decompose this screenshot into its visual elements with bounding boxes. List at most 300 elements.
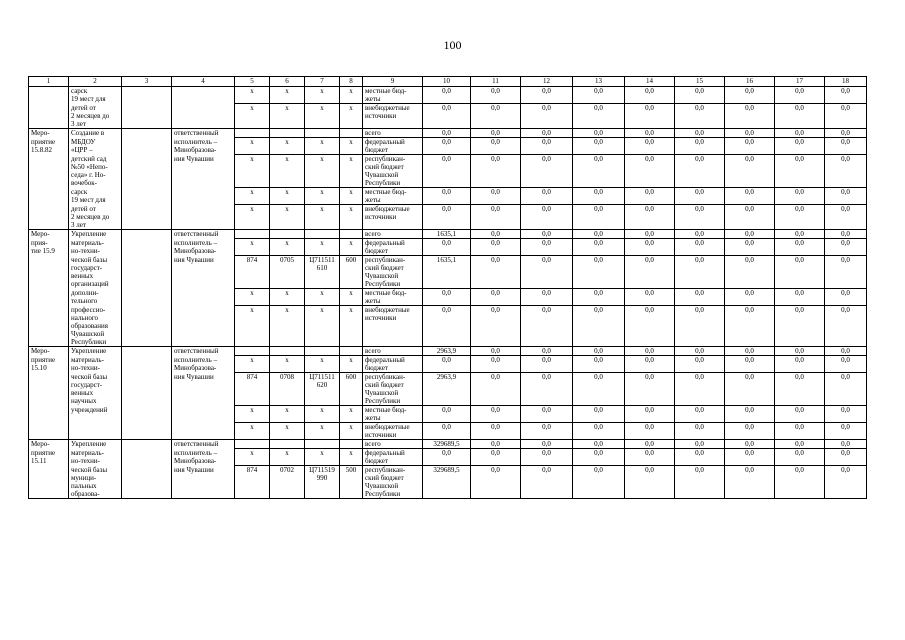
amount-cell	[521, 322, 573, 330]
measure-name-cell: Республики	[69, 338, 122, 347]
amount-cell: 0,0	[675, 87, 725, 96]
amount-cell: 0,0	[521, 449, 573, 458]
funding-source-cell: бюджет	[363, 364, 423, 373]
expense-type-cell: x	[340, 289, 363, 298]
amount-cell	[423, 431, 471, 440]
executor-cell: Минобразова-	[172, 457, 235, 466]
amount-cell: 0,0	[471, 406, 521, 415]
amount-cell: 0,0	[471, 373, 521, 382]
amount-cell	[775, 381, 825, 389]
executor-cell	[172, 482, 235, 490]
grbs-code-cell	[235, 146, 270, 155]
amount-cell: 0,0	[521, 205, 573, 214]
header-cell: 3	[122, 77, 172, 87]
amount-cell	[573, 322, 625, 330]
col3-cell	[122, 280, 172, 289]
grbs-code-cell	[235, 431, 270, 440]
expense-type-cell	[340, 129, 363, 138]
amount-cell	[825, 457, 867, 466]
table-row	[29, 440, 867, 449]
amount-cell	[675, 247, 725, 256]
amount-cell: 0,0	[725, 138, 775, 147]
measure-name-cell: седа» г. Но-	[69, 171, 122, 179]
measure-code-cell	[29, 466, 69, 475]
target-article-cell: Ц711511	[305, 256, 340, 265]
section-code-cell: x	[270, 449, 305, 458]
amount-cell: 0,0	[573, 347, 625, 356]
table-row	[29, 272, 867, 280]
target-article-cell: Ц711511	[305, 373, 340, 382]
table-row	[29, 347, 867, 356]
amount-cell: 0,0	[775, 306, 825, 315]
measure-code-cell	[29, 490, 69, 499]
amount-cell	[825, 112, 867, 120]
amount-cell: 0,0	[521, 356, 573, 365]
table-row	[29, 205, 867, 214]
amount-cell: 0,0	[725, 129, 775, 138]
col3-cell	[122, 364, 172, 373]
section-code-cell	[270, 272, 305, 280]
measure-name-cell: сарск	[69, 188, 122, 197]
amount-cell	[471, 490, 521, 499]
amount-cell	[423, 112, 471, 120]
col3-cell	[122, 205, 172, 214]
col3-cell	[122, 356, 172, 365]
target-article-cell	[305, 230, 340, 239]
amount-cell	[725, 381, 775, 389]
amount-cell	[675, 381, 725, 389]
table-row	[29, 213, 867, 221]
amount-cell	[423, 196, 471, 205]
measure-name-cell: учреждений	[69, 406, 122, 415]
amount-cell	[625, 338, 675, 347]
amount-cell: 0,0	[725, 406, 775, 415]
header-cell: 6	[270, 77, 305, 87]
amount-cell	[471, 474, 521, 482]
section-code-cell	[270, 280, 305, 289]
amount-cell: 0,0	[625, 373, 675, 382]
expense-type-cell	[340, 440, 363, 449]
executor-cell	[172, 280, 235, 289]
amount-cell: 0,0	[775, 87, 825, 96]
section-code-cell	[270, 338, 305, 347]
amount-cell	[675, 322, 725, 330]
amount-cell: 0,0	[625, 155, 675, 164]
amount-cell: 0,0	[423, 138, 471, 147]
amount-cell	[471, 364, 521, 373]
target-article-cell: x	[305, 104, 340, 113]
amount-cell	[471, 247, 521, 256]
amount-cell	[725, 490, 775, 499]
section-code-cell	[270, 322, 305, 330]
amount-cell: 0,0	[521, 87, 573, 96]
amount-cell	[625, 314, 675, 322]
expense-type-cell	[340, 95, 363, 104]
measure-code-cell	[29, 120, 69, 129]
target-article-cell: x	[305, 449, 340, 458]
measure-code-cell	[29, 256, 69, 265]
measure-name-cell: профессио-	[69, 306, 122, 315]
measure-name-cell: дополни-	[69, 289, 122, 298]
grbs-code-cell: x	[235, 449, 270, 458]
amount-cell	[775, 280, 825, 289]
target-article-cell	[305, 112, 340, 120]
expense-type-cell	[340, 272, 363, 280]
target-article-cell	[305, 163, 340, 171]
table-row	[29, 171, 867, 179]
amount-cell: 0,0	[725, 289, 775, 298]
col3-cell	[122, 272, 172, 280]
measure-code-cell	[29, 264, 69, 272]
measure-code-cell	[29, 297, 69, 306]
target-article-cell	[305, 272, 340, 280]
amount-cell: 0,0	[471, 129, 521, 138]
section-code-cell	[270, 247, 305, 256]
amount-cell: 0,0	[825, 423, 867, 432]
amount-cell: 0,0	[625, 449, 675, 458]
col3-cell	[122, 163, 172, 171]
amount-cell	[573, 196, 625, 205]
amount-cell: 0,0	[675, 306, 725, 315]
grbs-code-cell: 874	[235, 256, 270, 265]
col3-cell	[122, 306, 172, 315]
measure-code-cell	[29, 280, 69, 289]
executor-cell	[172, 112, 235, 120]
amount-cell: 0,0	[625, 289, 675, 298]
amount-cell	[825, 330, 867, 338]
amount-cell: 0,0	[625, 423, 675, 432]
expense-type-cell: x	[340, 449, 363, 458]
measure-name-cell: 19 мест для	[69, 95, 122, 104]
grbs-code-cell	[235, 314, 270, 322]
col3-cell	[122, 230, 172, 239]
expense-type-cell	[340, 264, 363, 272]
amount-cell	[725, 482, 775, 490]
measure-code-cell	[29, 155, 69, 164]
measure-code-cell: приятие	[29, 449, 69, 458]
col3-cell	[122, 338, 172, 347]
amount-cell	[775, 322, 825, 330]
amount-cell	[521, 474, 573, 482]
table-row	[29, 112, 867, 120]
col3-cell	[122, 322, 172, 330]
grbs-code-cell	[235, 171, 270, 179]
amount-cell: 0,0	[825, 356, 867, 365]
measure-code-cell	[29, 179, 69, 188]
amount-cell: 0,0	[825, 256, 867, 265]
amount-cell	[521, 314, 573, 322]
amount-cell	[521, 95, 573, 104]
table-row	[29, 289, 867, 298]
table-row	[29, 306, 867, 315]
amount-cell: 0,0	[675, 466, 725, 475]
amount-cell	[423, 221, 471, 230]
section-code-cell	[270, 474, 305, 482]
target-article-cell	[305, 95, 340, 104]
amount-cell	[625, 431, 675, 440]
amount-cell: 0,0	[521, 138, 573, 147]
measure-code-cell	[29, 95, 69, 104]
amount-cell	[775, 272, 825, 280]
funding-source-cell: Республики	[363, 490, 423, 499]
expense-type-cell: x	[340, 423, 363, 432]
measure-name-cell: детский сад	[69, 155, 122, 164]
amount-cell	[625, 364, 675, 373]
amount-cell: 0,0	[675, 239, 725, 248]
table-row	[29, 389, 867, 397]
amount-cell	[573, 457, 625, 466]
amount-cell	[573, 264, 625, 272]
amount-cell	[471, 322, 521, 330]
amount-cell	[471, 381, 521, 389]
col3-cell	[122, 490, 172, 499]
amount-cell	[573, 272, 625, 280]
target-article-cell	[305, 120, 340, 129]
amount-cell	[675, 297, 725, 306]
section-code-cell: x	[270, 289, 305, 298]
table-row	[29, 373, 867, 382]
col3-cell	[122, 347, 172, 356]
section-code-cell	[270, 414, 305, 423]
amount-cell	[423, 474, 471, 482]
amount-cell: 0,0	[573, 356, 625, 365]
amount-cell: 0,0	[625, 129, 675, 138]
amount-cell	[423, 397, 471, 406]
amount-cell	[725, 457, 775, 466]
amount-cell	[625, 397, 675, 406]
target-article-cell	[305, 457, 340, 466]
target-article-cell: 990	[305, 474, 340, 482]
amount-cell	[573, 171, 625, 179]
amount-cell	[423, 490, 471, 499]
amount-cell	[521, 146, 573, 155]
header-cell: 17	[775, 77, 825, 87]
amount-cell	[675, 389, 725, 397]
grbs-code-cell	[235, 179, 270, 188]
amount-cell: 0,0	[573, 129, 625, 138]
amount-cell	[825, 474, 867, 482]
grbs-code-cell: x	[235, 205, 270, 214]
section-code-cell	[270, 171, 305, 179]
amount-cell: 0,0	[573, 188, 625, 197]
amount-cell	[471, 112, 521, 120]
amount-cell: 0,0	[521, 306, 573, 315]
measure-name-cell: тельного	[69, 297, 122, 306]
amount-cell: 0,0	[423, 87, 471, 96]
amount-cell: 0,0	[675, 230, 725, 239]
amount-cell: 0,0	[573, 239, 625, 248]
measure-code-cell: 15.11	[29, 457, 69, 466]
funding-source-cell	[363, 120, 423, 129]
expense-type-cell	[340, 221, 363, 230]
target-article-cell: x	[305, 239, 340, 248]
table-row	[29, 120, 867, 129]
target-article-cell: x	[305, 423, 340, 432]
amount-cell	[725, 247, 775, 256]
table-row	[29, 163, 867, 171]
amount-cell	[675, 264, 725, 272]
table-row	[29, 95, 867, 104]
measure-name-cell: венных	[69, 272, 122, 280]
col3-cell	[122, 389, 172, 397]
header-cell: 18	[825, 77, 867, 87]
amount-cell: 0,0	[471, 347, 521, 356]
amount-cell: 0,0	[725, 440, 775, 449]
amount-cell	[825, 397, 867, 406]
measure-code-cell: 15.8.82	[29, 146, 69, 155]
grbs-code-cell: 874	[235, 373, 270, 382]
executor-cell	[172, 289, 235, 298]
target-article-cell	[305, 213, 340, 221]
funding-source-cell: внебюджетные	[363, 104, 423, 113]
target-article-cell	[305, 179, 340, 188]
amount-cell	[423, 297, 471, 306]
executor-cell: исполнитель –	[172, 138, 235, 147]
funding-source-cell: Республики	[363, 280, 423, 289]
col3-cell	[122, 256, 172, 265]
amount-cell	[423, 330, 471, 338]
amount-cell: 0,0	[423, 129, 471, 138]
measure-code-cell	[29, 289, 69, 298]
amount-cell	[625, 330, 675, 338]
amount-cell	[725, 364, 775, 373]
amount-cell	[423, 95, 471, 104]
col3-cell	[122, 406, 172, 415]
funding-source-cell: Чувашской	[363, 171, 423, 179]
amount-cell: 0,0	[573, 155, 625, 164]
amount-cell	[675, 490, 725, 499]
amount-cell	[775, 112, 825, 120]
measure-code-cell: Меро-	[29, 347, 69, 356]
amount-cell	[423, 146, 471, 155]
amount-cell	[825, 95, 867, 104]
amount-cell	[675, 95, 725, 104]
amount-cell	[521, 338, 573, 347]
amount-cell: 0,0	[625, 104, 675, 113]
expense-type-cell	[340, 397, 363, 406]
table-row	[29, 381, 867, 389]
amount-cell	[423, 381, 471, 389]
table-row	[29, 364, 867, 373]
measure-name-cell: Укрепление	[69, 230, 122, 239]
table-row	[29, 129, 867, 138]
measure-code-cell	[29, 205, 69, 214]
funding-source-cell: республикан-	[363, 466, 423, 475]
amount-cell: 0,0	[825, 138, 867, 147]
funding-source-cell: всего	[363, 440, 423, 449]
target-article-cell: x	[305, 289, 340, 298]
measure-name-cell: 19 мест для	[69, 196, 122, 205]
col3-cell	[122, 397, 172, 406]
funding-source-cell: местные бюд-	[363, 289, 423, 298]
amount-cell: 0,0	[423, 356, 471, 365]
expense-type-cell: x	[340, 104, 363, 113]
amount-cell	[573, 120, 625, 129]
amount-cell	[775, 482, 825, 490]
section-code-cell: x	[270, 138, 305, 147]
amount-cell	[775, 431, 825, 440]
amount-cell	[471, 314, 521, 322]
executor-cell	[172, 490, 235, 499]
grbs-code-cell	[235, 95, 270, 104]
col3-cell	[122, 104, 172, 113]
funding-source-cell: местные бюд-	[363, 87, 423, 96]
executor-cell	[172, 389, 235, 397]
amount-cell	[625, 179, 675, 188]
funding-source-cell: республикан-	[363, 373, 423, 382]
funding-source-cell: всего	[363, 230, 423, 239]
section-code-cell: x	[270, 406, 305, 415]
expense-type-cell	[340, 364, 363, 373]
amount-cell	[775, 397, 825, 406]
expense-type-cell	[340, 490, 363, 499]
section-code-cell	[270, 440, 305, 449]
col3-cell	[122, 373, 172, 382]
amount-cell	[471, 163, 521, 171]
grbs-code-cell: x	[235, 289, 270, 298]
table-row	[29, 338, 867, 347]
amount-cell	[521, 457, 573, 466]
amount-cell	[825, 179, 867, 188]
executor-cell	[172, 306, 235, 315]
executor-cell	[172, 414, 235, 423]
amount-cell	[423, 322, 471, 330]
amount-cell	[625, 221, 675, 230]
measure-code-cell	[29, 389, 69, 397]
amount-cell	[471, 264, 521, 272]
grbs-code-cell	[235, 322, 270, 330]
amount-cell	[675, 431, 725, 440]
amount-cell	[725, 196, 775, 205]
executor-cell: ния Чувашии	[172, 155, 235, 164]
amount-cell: 0,0	[775, 373, 825, 382]
amount-cell: 0,0	[675, 440, 725, 449]
funding-source-cell: всего	[363, 129, 423, 138]
executor-cell	[172, 272, 235, 280]
amount-cell	[423, 163, 471, 171]
amount-cell	[471, 213, 521, 221]
amount-cell	[471, 389, 521, 397]
amount-cell	[423, 457, 471, 466]
measure-name-cell: Чувашской	[69, 330, 122, 338]
section-code-cell	[270, 314, 305, 322]
amount-cell: 0,0	[521, 440, 573, 449]
amount-cell: 0,0	[775, 466, 825, 475]
grbs-code-cell	[235, 247, 270, 256]
grbs-code-cell	[235, 474, 270, 482]
amount-cell	[825, 280, 867, 289]
amount-cell: 0,0	[521, 155, 573, 164]
amount-cell: 0,0	[423, 423, 471, 432]
section-code-cell: x	[270, 306, 305, 315]
amount-cell	[825, 414, 867, 423]
measure-name-cell: материаль-	[69, 239, 122, 248]
amount-cell: 0,0	[675, 256, 725, 265]
section-code-cell	[270, 95, 305, 104]
amount-cell	[573, 314, 625, 322]
amount-cell	[675, 179, 725, 188]
amount-cell	[675, 280, 725, 289]
amount-cell	[521, 482, 573, 490]
col3-cell	[122, 155, 172, 164]
col3-cell	[122, 381, 172, 389]
grbs-code-cell	[235, 364, 270, 373]
funding-source-cell: ский бюджет	[363, 163, 423, 171]
measure-code-cell: Меро-	[29, 129, 69, 138]
table-row	[29, 264, 867, 272]
funding-source-cell	[363, 338, 423, 347]
funding-source-cell: ский бюджет	[363, 381, 423, 389]
